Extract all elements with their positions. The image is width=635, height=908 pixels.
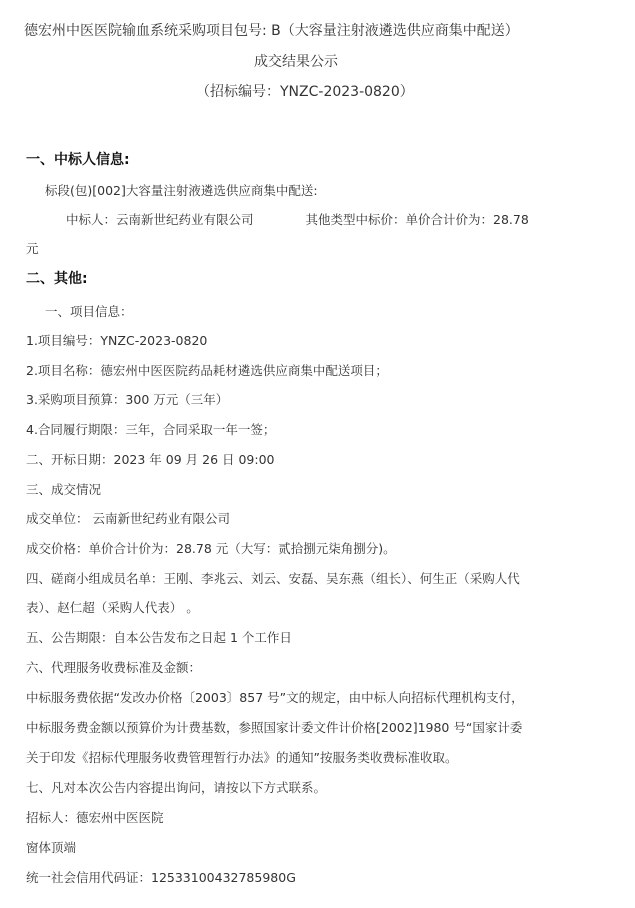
detail-line-deal-unit: 成交单位： 云南新世纪药业有限公司 (26, 511, 230, 526)
detail-line-contract-term: 4.合同履行期限：三年，合同采取一年一签； (26, 422, 276, 437)
detail-line-project-name: 2.项目名称：德宏州中医医院药品耗材遴选供应商集中配送项目； (26, 363, 388, 378)
detail-line-deal-heading: 三、成交情况 (26, 482, 102, 497)
notice-title: 德宏州中医医院输血系统采购项目包号: B（大容量注射液遴选供应商集中配送） (24, 23, 519, 39)
other-heading: 二、其他: (26, 271, 88, 287)
detail-line-contact-heading: 七、凡对本次公告内容提出询问，请按以下方式联系。 (26, 780, 327, 795)
lot-description: 标段(包)[002]大容量注射液遴选供应商集中配送: (45, 183, 318, 198)
detail-line-fee-heading: 六、代理服务收费标准及金额： (26, 660, 202, 675)
detail-line-notice-period: 五、公告期限：自本公告发布之日起 1 个工作日 (26, 630, 292, 645)
detail-line-form-top: 窗体顶端 (26, 840, 77, 855)
detail-line-fee-standard: 关于印发《招标代理服务收费管理暂行办法》的通知”按服务类收费标准收取。 (26, 750, 458, 765)
detail-line-panel-members: 四、磋商小组成员名单：王刚、李兆云、刘云、安磊、吴东燕（组长）、何生正（采购人代 (26, 571, 520, 586)
winner-name: 中标人：云南新世纪药业有限公司 (66, 212, 254, 227)
project-info-heading: 一、项目信息： (45, 304, 133, 319)
detail-line-fee-amount: 中标服务费金额以预算价为计费基数，参照国家计委文件计价格[2002]1980 号“国家计委 (26, 720, 523, 735)
detail-line-panel-members-cont: 表）、赵仁超（采购人代表） 。 (26, 600, 199, 615)
detail-line-credit-code: 统一社会信用代码证：12533100432785980G (26, 870, 296, 885)
detail-line-tenderer: 招标人：德宏州中医医院 (26, 810, 164, 825)
bid-number: （招标编号：YNZC-2023-0820） (196, 84, 414, 100)
winning-price: 其他类型中标价：单价合计价为：28.78 (305, 212, 529, 227)
detail-line-fee-basis: 中标服务费依据“发改办价格〔2003〕857 号”文的规定，由中标人向招标代理机构支付， (26, 690, 524, 705)
detail-line-opening-date: 二、开标日期：2023 年 09 月 26 日 09:00 (26, 452, 275, 467)
winner-row (66, 212, 529, 228)
notice-subtitle: 成交结果公示 (254, 54, 338, 70)
detail-line-project-number: 1.项目编号：YNZC-2023-0820 (26, 333, 208, 348)
price-unit: 元 (26, 241, 39, 256)
detail-line-budget: 3.采购项目预算：300 万元（三年） (26, 392, 229, 407)
winner-info-heading: 一、中标人信息: (26, 152, 130, 168)
detail-line-deal-price: 成交价格：单价合计价为：28.78 元（大写：贰拾捌元柒角捌分)。 (26, 541, 396, 556)
